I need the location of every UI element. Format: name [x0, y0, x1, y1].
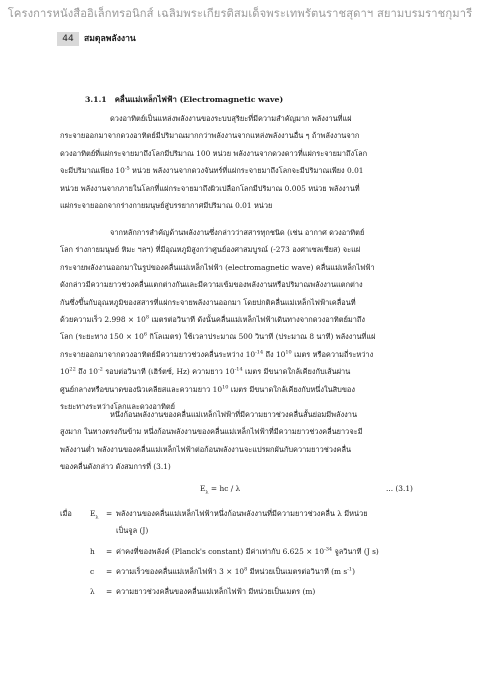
text-line: หน่วย พลังงานจากภายในโลกที่แผ่กระจายมาถึงผิวเปลือกโลกมีปริมาณ 0.005 หน่วย พลังงานที่ — [60, 183, 360, 193]
text-run: กิโลเมตร) ใช้เวลาประมาณ 500 วินาที (ประมาณ 8 นาที) พลังงานที่แผ่ — [147, 332, 376, 342]
text-line: ของคลื่นดังกล่าว ดังสมการที่ (3.1) — [60, 462, 171, 472]
where-label: เมื่อ — [60, 509, 72, 518]
where-symbol: λ — [90, 587, 95, 596]
where-symbol: h — [90, 547, 95, 556]
text-line: กันซึ่งขึ้นกับอุณหภูมิของสสารที่แผ่กระจายพลังงานออกมา โดยปกติคลื่นแม่เหล็กไฟฟ้าเคลื่อนที่ — [60, 297, 356, 307]
text-line: พลังงานต่ำ พลังงานของคลื่นแม่เหล็กไฟฟ้าต่อก้อนพลังงานจะแปรผกผันกับความยาวช่วงคลื่น — [60, 444, 352, 454]
text-run: เมตร หรือความถี่ระหว่าง — [291, 349, 374, 359]
equation-rhs: = hc / λ — [208, 484, 241, 493]
equals-sign: = — [106, 547, 113, 556]
text-line — [60, 346, 424, 363]
equation-number: ... (3.1) — [386, 484, 413, 493]
where-description — [116, 563, 355, 580]
text-run: ถึง 10 — [75, 367, 98, 377]
text-run: จูลวินาที (J s) — [332, 547, 379, 556]
text-line: สูงมาก ในทางตรงกันข้าม หนึ่งก้อนพลังงานของคลื่นแม่เหล็กไฟฟ้าที่มีความยาวช่วงคลื่นยาวจะมี — [60, 427, 363, 437]
text-line — [60, 328, 424, 345]
text-line: หนึ่งก้อนพลังงานของคลื่นแม่เหล็กไฟฟ้าที่มีความยาวช่วงคลื่นสั้นย่อมมีพลังงาน — [110, 410, 357, 419]
text-line: ระยะทางระหว่างโลกและดวงอาทิตย์ — [60, 401, 175, 411]
exponent: -14 — [234, 366, 243, 373]
text-line: จากหลักการสำคัญด้านพลังงานซึ่งกล่าวว่าสสารทุกชนิด (เช่น อากาศ ดวงอาทิตย์ — [110, 228, 365, 237]
text-line: แผ่กระจายออกจากร่างกายมนุษย์สู่บรรยากาศมีปริมาณ 0.01 หน่วย — [60, 200, 273, 210]
text-run: ค่าคงที่ของพลังค์ (Planck's constant) มีค่าเท่ากับ 6.625 × 10 — [116, 547, 325, 556]
text-run: กระจายออกมาจากดวงอาทิตย์มีความยาวช่วงคลื่นระหว่าง 10 — [60, 349, 256, 359]
text-run: ความเร็วของคลื่นแม่เหล็กไฟฟ้า 3 × 10 — [116, 567, 245, 576]
text-run: ) — [352, 567, 355, 576]
text-line: โลก ร่างกายมนุษย์ หิมะ ฯลฯ) ที่มีอุณหภูมิสูงกว่าศูนย์องศาสมบูรณ์ (-273 องศาเซลเซียส) จะแผ่ — [60, 245, 361, 255]
text-run: 10 — [60, 367, 70, 377]
exponent: 8 — [145, 314, 150, 321]
where-symbol: c — [90, 567, 95, 576]
text-run: โลก (ระยะทาง 150 × 10 — [60, 332, 144, 342]
exponent: 10 — [222, 384, 229, 391]
text-run: รอบต่อวินาที (เฮิร์ตซ์, Hz) ความยาว 10 — [102, 367, 235, 377]
equals-sign: = — [106, 587, 113, 596]
exponent: 10 — [285, 349, 292, 356]
text-run: มีหน่วยเป็นเมตรต่อวินาที (m s — [247, 567, 348, 576]
where-description: พลังงานของคลื่นแม่เหล็กไฟฟ้าหนึ่งก้อนพลังงานที่มีความยาวช่วงคลื่น λ มีหน่วย — [116, 509, 368, 518]
text-line — [60, 381, 424, 398]
section-heading — [85, 94, 283, 106]
exponent: 8 — [244, 566, 248, 573]
exponent: -2 — [97, 366, 103, 373]
symbol-text: E — [90, 509, 96, 518]
exponent: -1 — [347, 566, 353, 573]
text-run: เมตร มีขนาดใกล้เคียงกับเส้นผ่าน — [242, 367, 351, 377]
symbol-subscript: λ — [95, 514, 99, 521]
paragraph-sun-energy — [60, 110, 424, 214]
text-line: กระจายออกมาจากดวงอาทิตย์มีปริมาณมากกว่าพลังงานจากแหล่งพลังงานอื่น ๆ ถ้าพลังงานจาก — [60, 131, 360, 141]
where-symbol — [90, 505, 99, 522]
exponent: -14 — [255, 349, 264, 356]
section-title: คลื่นแม่เหล็กไฟฟ้า (Electromagnetic wave) — [114, 95, 284, 104]
text-run: ด้วยความเร็ว 2.998 × 10 — [60, 314, 146, 324]
text-line — [60, 363, 424, 380]
exponent: 22 — [69, 366, 76, 373]
text-line: กระจายพลังงานออกมาในรูปของคลื่นแม่เหล็กไฟฟ้า (electromagnetic wave) คลื่นแม่เหล็กไฟฟ้า — [60, 262, 375, 272]
page-number: 44 — [57, 32, 79, 46]
text-run: หน่วย พลังงานจากดวงจันทร์ที่แผ่กระจายมาถึงโลกจะมีปริมาณเพียง 0.01 — [129, 166, 364, 176]
section-number: 3.1.1 — [85, 95, 107, 104]
paragraph-em-radiation — [60, 224, 424, 415]
text-run: จะมีปริมาณเพียง 10 — [60, 166, 125, 176]
text-line: ดังกล่าวมีความยาวช่วงคลื่นแตกต่างกันและมีความเข้มของพลังงานหรือปริมาณพลังงานแตกต่าง — [60, 280, 363, 290]
exponent: 6 — [143, 331, 148, 338]
running-title: สมดุลพลังงาน — [84, 34, 136, 44]
book-series-banner: โครงการหนังสืออิเล็กทรอนิกส์ เฉลิมพระเกียรติสมเด็จพระเทพรัตนราชสุดาฯ สยามบรมราชกุมารี — [7, 7, 473, 20]
equation-3-1 — [200, 484, 241, 496]
where-description — [116, 543, 379, 560]
equals-sign: = — [106, 509, 113, 518]
exponent: -34 — [324, 546, 333, 553]
exponent: -5 — [124, 165, 130, 172]
text-line: ดวงอาทิตย์เป็นแหล่งพลังงานของระบบสุริยะที่มีความสำคัญมาก พลังงานที่แผ่ — [110, 114, 352, 123]
paragraph-photon-energy — [60, 406, 424, 476]
text-run: ถึง 10 — [263, 349, 286, 359]
where-description: ความยาวช่วงคลื่นของคลื่นแม่เหล็กไฟฟ้า มีหน่วยเป็นเมตร (m) — [116, 587, 316, 596]
equals-sign: = — [106, 567, 113, 576]
text-run: เมตร มีขนาดใกล้เคียงกับหนึ่งในสิบของ — [228, 384, 355, 394]
equation-lhs: E — [200, 484, 206, 493]
text-run: เมตรต่อวินาที ดังนั้นคลื่นแม่เหล็กไฟฟ้าเดินทางจากดวงอาทิตย์มาถึง — [149, 314, 365, 324]
text-line — [60, 311, 424, 328]
text-run: ศูนย์กลางหรือขนาดของนิวเคลียสและความยาว 10 — [60, 384, 223, 394]
where-description: เป็นจูล (J) — [116, 526, 149, 535]
equation-lhs-subscript: λ — [205, 489, 209, 496]
text-line — [60, 162, 424, 179]
text-line: ดวงอาทิตย์ที่แผ่กระจายมาถึงโลกมีปริมาณ 100 หน่วย พลังงานจากดวงดาวที่แผ่กระจายมาถึงโลก — [60, 148, 368, 158]
